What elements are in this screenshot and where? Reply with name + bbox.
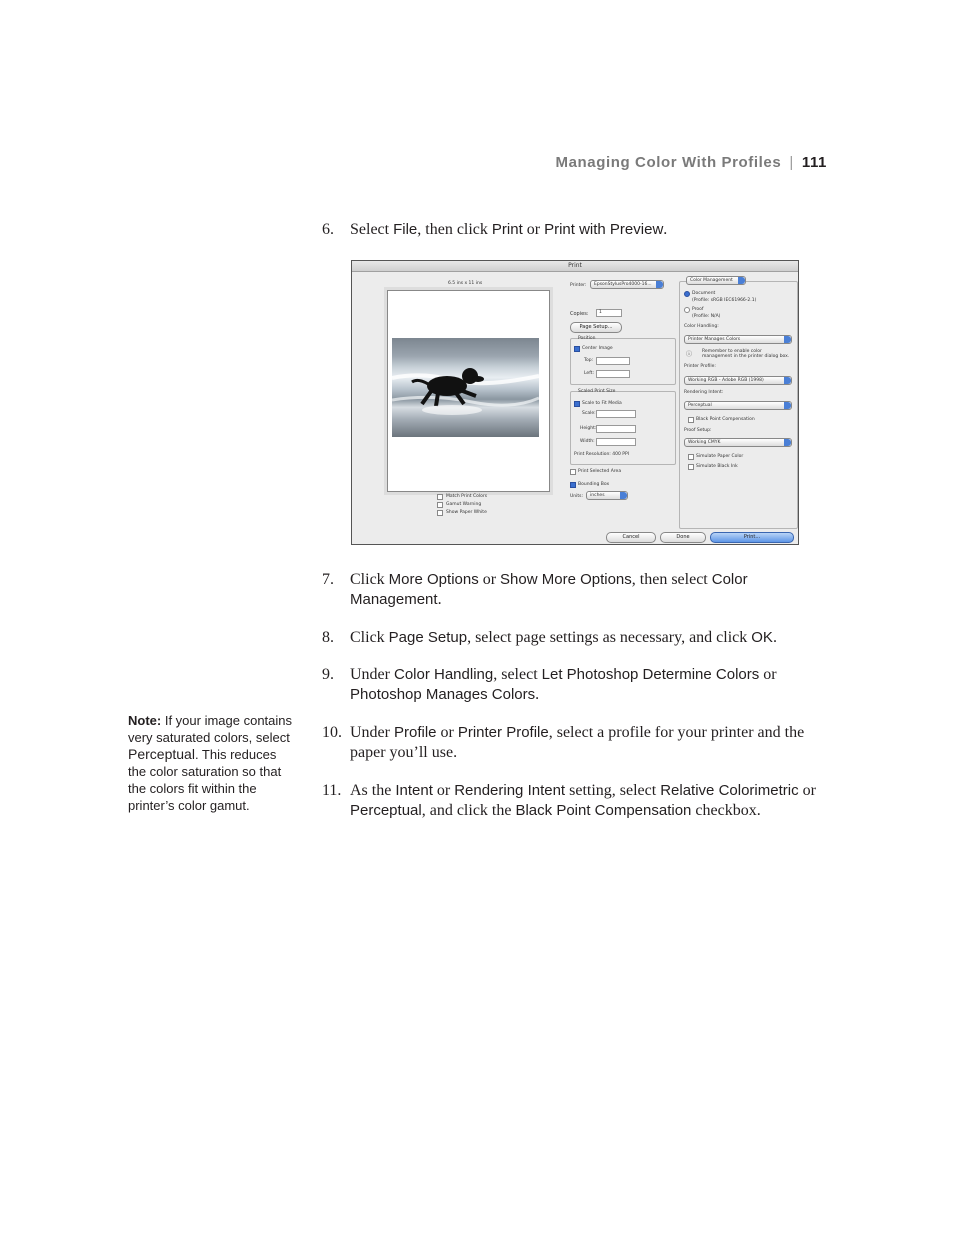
page-setup-button[interactable]: Page Setup...: [570, 322, 622, 333]
text: or: [478, 571, 501, 588]
black-point-checkbox[interactable]: [688, 417, 694, 423]
text: or: [798, 782, 816, 799]
copies-field[interactable]: [596, 309, 622, 317]
height-label: Height:: [580, 426, 597, 431]
step-text: [350, 665, 822, 705]
scaled-group-label: Scaled Print Size: [578, 389, 616, 394]
ui-term: OK: [751, 629, 773, 646]
left-field[interactable]: [596, 370, 630, 378]
document-label: Document: [692, 291, 716, 296]
text: checkbox.: [691, 802, 761, 819]
ui-term: Color Handling: [393, 666, 494, 683]
show-paper-white-checkbox[interactable]: [437, 510, 443, 516]
color-handling-label: Color Handling:: [684, 324, 719, 329]
color-management-popup[interactable]: [686, 276, 746, 285]
units-value: inches: [590, 493, 605, 498]
print-resolution: Print Resolution: 400 PPI: [574, 452, 630, 457]
printer-value: EpsonStylusPro4000-16...: [594, 282, 652, 287]
done-button[interactable]: Done: [660, 532, 706, 543]
ui-term: Print with Preview: [544, 221, 664, 238]
printer-profile-label: Printer Profile:: [684, 364, 716, 369]
gamut-warning-checkbox[interactable]: [437, 502, 443, 508]
printer-profile-popup[interactable]: [684, 376, 792, 385]
text: , select page settings as necessary, and click: [467, 629, 752, 646]
step-number: 11.: [322, 782, 342, 799]
rendering-intent-label: Rendering Intent:: [684, 390, 724, 395]
ui-term: Printer Profile: [457, 724, 549, 741]
center-image-label: Center Image: [582, 346, 613, 351]
step-text: [350, 628, 822, 648]
scale-label: Scale:: [582, 411, 596, 416]
step-text: [350, 220, 822, 240]
scale-to-fit-label: Scale to Fit Media: [582, 401, 622, 406]
copies-value: 1: [599, 310, 602, 315]
ui-term: Show More Options: [500, 571, 632, 588]
text: or: [522, 221, 545, 238]
copies-label: Copies:: [570, 311, 589, 317]
ui-term: Intent: [395, 782, 433, 799]
scale-to-fit-checkbox[interactable]: [574, 401, 580, 407]
proof-setup-popup[interactable]: [684, 438, 792, 447]
ui-term: Let Photoshop Determine Colors: [541, 666, 760, 683]
popup-arrow-icon: [738, 277, 745, 284]
note-label: Note:: [128, 713, 162, 728]
popup-arrow-icon: [784, 336, 791, 343]
document-profile: (Profile: sRGB IEC61966-2.1): [692, 298, 757, 303]
match-print-colors-checkbox[interactable]: [437, 494, 443, 500]
ui-term: Profile: [393, 724, 437, 741]
bounding-box-label: Bounding Box: [578, 482, 610, 487]
note-text: . This reduces the color saturation so that the colors fit within the printer’s color gamut.: [128, 747, 282, 813]
text: As the: [350, 782, 396, 799]
popup-value: Working CMYK: [688, 440, 721, 445]
units-label: Units:: [570, 494, 584, 499]
text: Click: [350, 571, 389, 588]
section-title: Managing Color With Profiles: [555, 154, 782, 171]
step-7: [322, 570, 822, 610]
position-group-label: Position: [578, 336, 596, 341]
proof-radio[interactable]: [684, 307, 690, 313]
dog-photo: [392, 338, 539, 437]
document-radio[interactable]: [684, 291, 690, 297]
text: , then click: [417, 221, 492, 238]
reminder-text: Remember to enable color management in the printer dialog box.: [702, 349, 790, 359]
ui-term: Print: [491, 221, 523, 238]
top-label: Top:: [584, 358, 594, 363]
header-separator: |: [789, 154, 794, 171]
left-label: Left:: [584, 371, 594, 376]
ui-term: More Options: [388, 571, 479, 588]
dog-running-image: [392, 338, 539, 437]
text: or: [759, 666, 777, 683]
step-6: [322, 220, 822, 240]
proof-profile: (Profile: N/A): [692, 314, 721, 319]
proof-setup-label: Proof Setup:: [684, 428, 712, 433]
simulate-black-checkbox[interactable]: [688, 464, 694, 470]
step-number: 7.: [322, 571, 334, 588]
ui-term: Page Setup: [388, 629, 468, 646]
text: .: [535, 686, 540, 703]
side-note: [128, 712, 293, 814]
step-10: [322, 723, 822, 763]
ui-term: File: [393, 221, 418, 238]
text: setting, select: [565, 782, 661, 799]
text: or: [436, 724, 458, 741]
color-handling-popup[interactable]: [684, 335, 792, 344]
ui-term: Color Management: [350, 571, 748, 608]
text: , then select: [631, 571, 712, 588]
running-header: [555, 154, 827, 171]
rendering-intent-popup[interactable]: [684, 401, 792, 410]
text: Under: [350, 666, 394, 683]
ui-term: Rendering Intent: [454, 782, 566, 799]
step-8: [322, 628, 822, 648]
print-selected-area-label: Print Selected Area: [578, 469, 622, 474]
popup-arrow-icon: [784, 439, 791, 446]
step-text: [350, 723, 822, 763]
units-popup[interactable]: [586, 491, 628, 500]
step-number: 8.: [322, 629, 334, 646]
simulate-black-label: Simulate Black Ink: [696, 464, 738, 469]
scale-field[interactable]: [596, 410, 636, 418]
text: Click: [350, 629, 389, 646]
center-image-checkbox[interactable]: [574, 346, 580, 352]
text: .: [772, 629, 777, 646]
simulate-paper-checkbox[interactable]: [688, 454, 694, 460]
popup-arrow-icon: [784, 377, 791, 384]
popup-arrow-icon: [784, 402, 791, 409]
black-point-label: Black Point Compensation: [696, 417, 755, 422]
text: Select: [350, 221, 394, 238]
popup-value: Printer Manages Colors: [688, 337, 741, 342]
print-dialog-screenshot: [351, 260, 799, 545]
printer-label: Printer:: [570, 283, 587, 288]
show-paper-white-label: Show Paper White: [446, 510, 487, 515]
text: .: [663, 221, 668, 238]
printer-popup[interactable]: [590, 280, 664, 289]
text: or: [432, 782, 455, 799]
print-button[interactable]: Print...: [710, 532, 794, 543]
ui-term: Photoshop Manages Colors: [350, 686, 536, 703]
width-label: Width:: [580, 439, 595, 444]
popup-value: Perceptual: [688, 403, 712, 408]
text: .: [437, 591, 442, 608]
popup-arrow-icon: [620, 492, 627, 499]
print-selected-area-checkbox[interactable]: [570, 469, 576, 475]
text: , and click the: [421, 802, 516, 819]
step-number: 9.: [322, 666, 334, 683]
ui-term: Black Point Compensation: [515, 802, 692, 819]
match-print-colors-label: Match Print Colors: [446, 494, 488, 499]
gamut-warning-label: Gamut Warning: [446, 502, 482, 507]
width-field[interactable]: [596, 438, 636, 446]
step-text: [350, 781, 822, 821]
step-text: [350, 570, 822, 610]
note-text: If your image contains very saturated colors, select: [128, 713, 293, 745]
step-number: 6.: [322, 221, 334, 238]
simulate-paper-label: Simulate Paper Color: [696, 454, 744, 459]
dialog-title: Print: [352, 261, 798, 272]
step-11: [322, 781, 822, 821]
ui-term: Relative Colorimetric: [660, 782, 799, 799]
ui-term: Perceptual: [350, 802, 422, 819]
paper-size-label: 6.5 ins x 11 ins: [448, 281, 483, 286]
text: , select: [493, 666, 542, 683]
page-number: 111: [801, 154, 827, 171]
text: , select a profile for your printer and the paper you’ll use.: [350, 724, 805, 761]
popup-value: Color Management: [690, 278, 733, 283]
top-field[interactable]: [596, 357, 630, 365]
text: Under: [350, 724, 394, 741]
proof-label: Proof: [692, 307, 704, 312]
step-number: 10.: [322, 724, 342, 741]
step-9: [322, 665, 822, 705]
popup-arrow-icon: [656, 281, 663, 288]
height-field[interactable]: [596, 425, 636, 433]
popup-value: Working RGB - Adobe RGB (1998): [688, 378, 764, 383]
cancel-button[interactable]: Cancel: [606, 532, 656, 543]
info-icon: ⓘ: [686, 351, 693, 358]
note-ui-term: Perceptual: [128, 746, 195, 762]
bounding-box-checkbox[interactable]: [570, 482, 576, 488]
